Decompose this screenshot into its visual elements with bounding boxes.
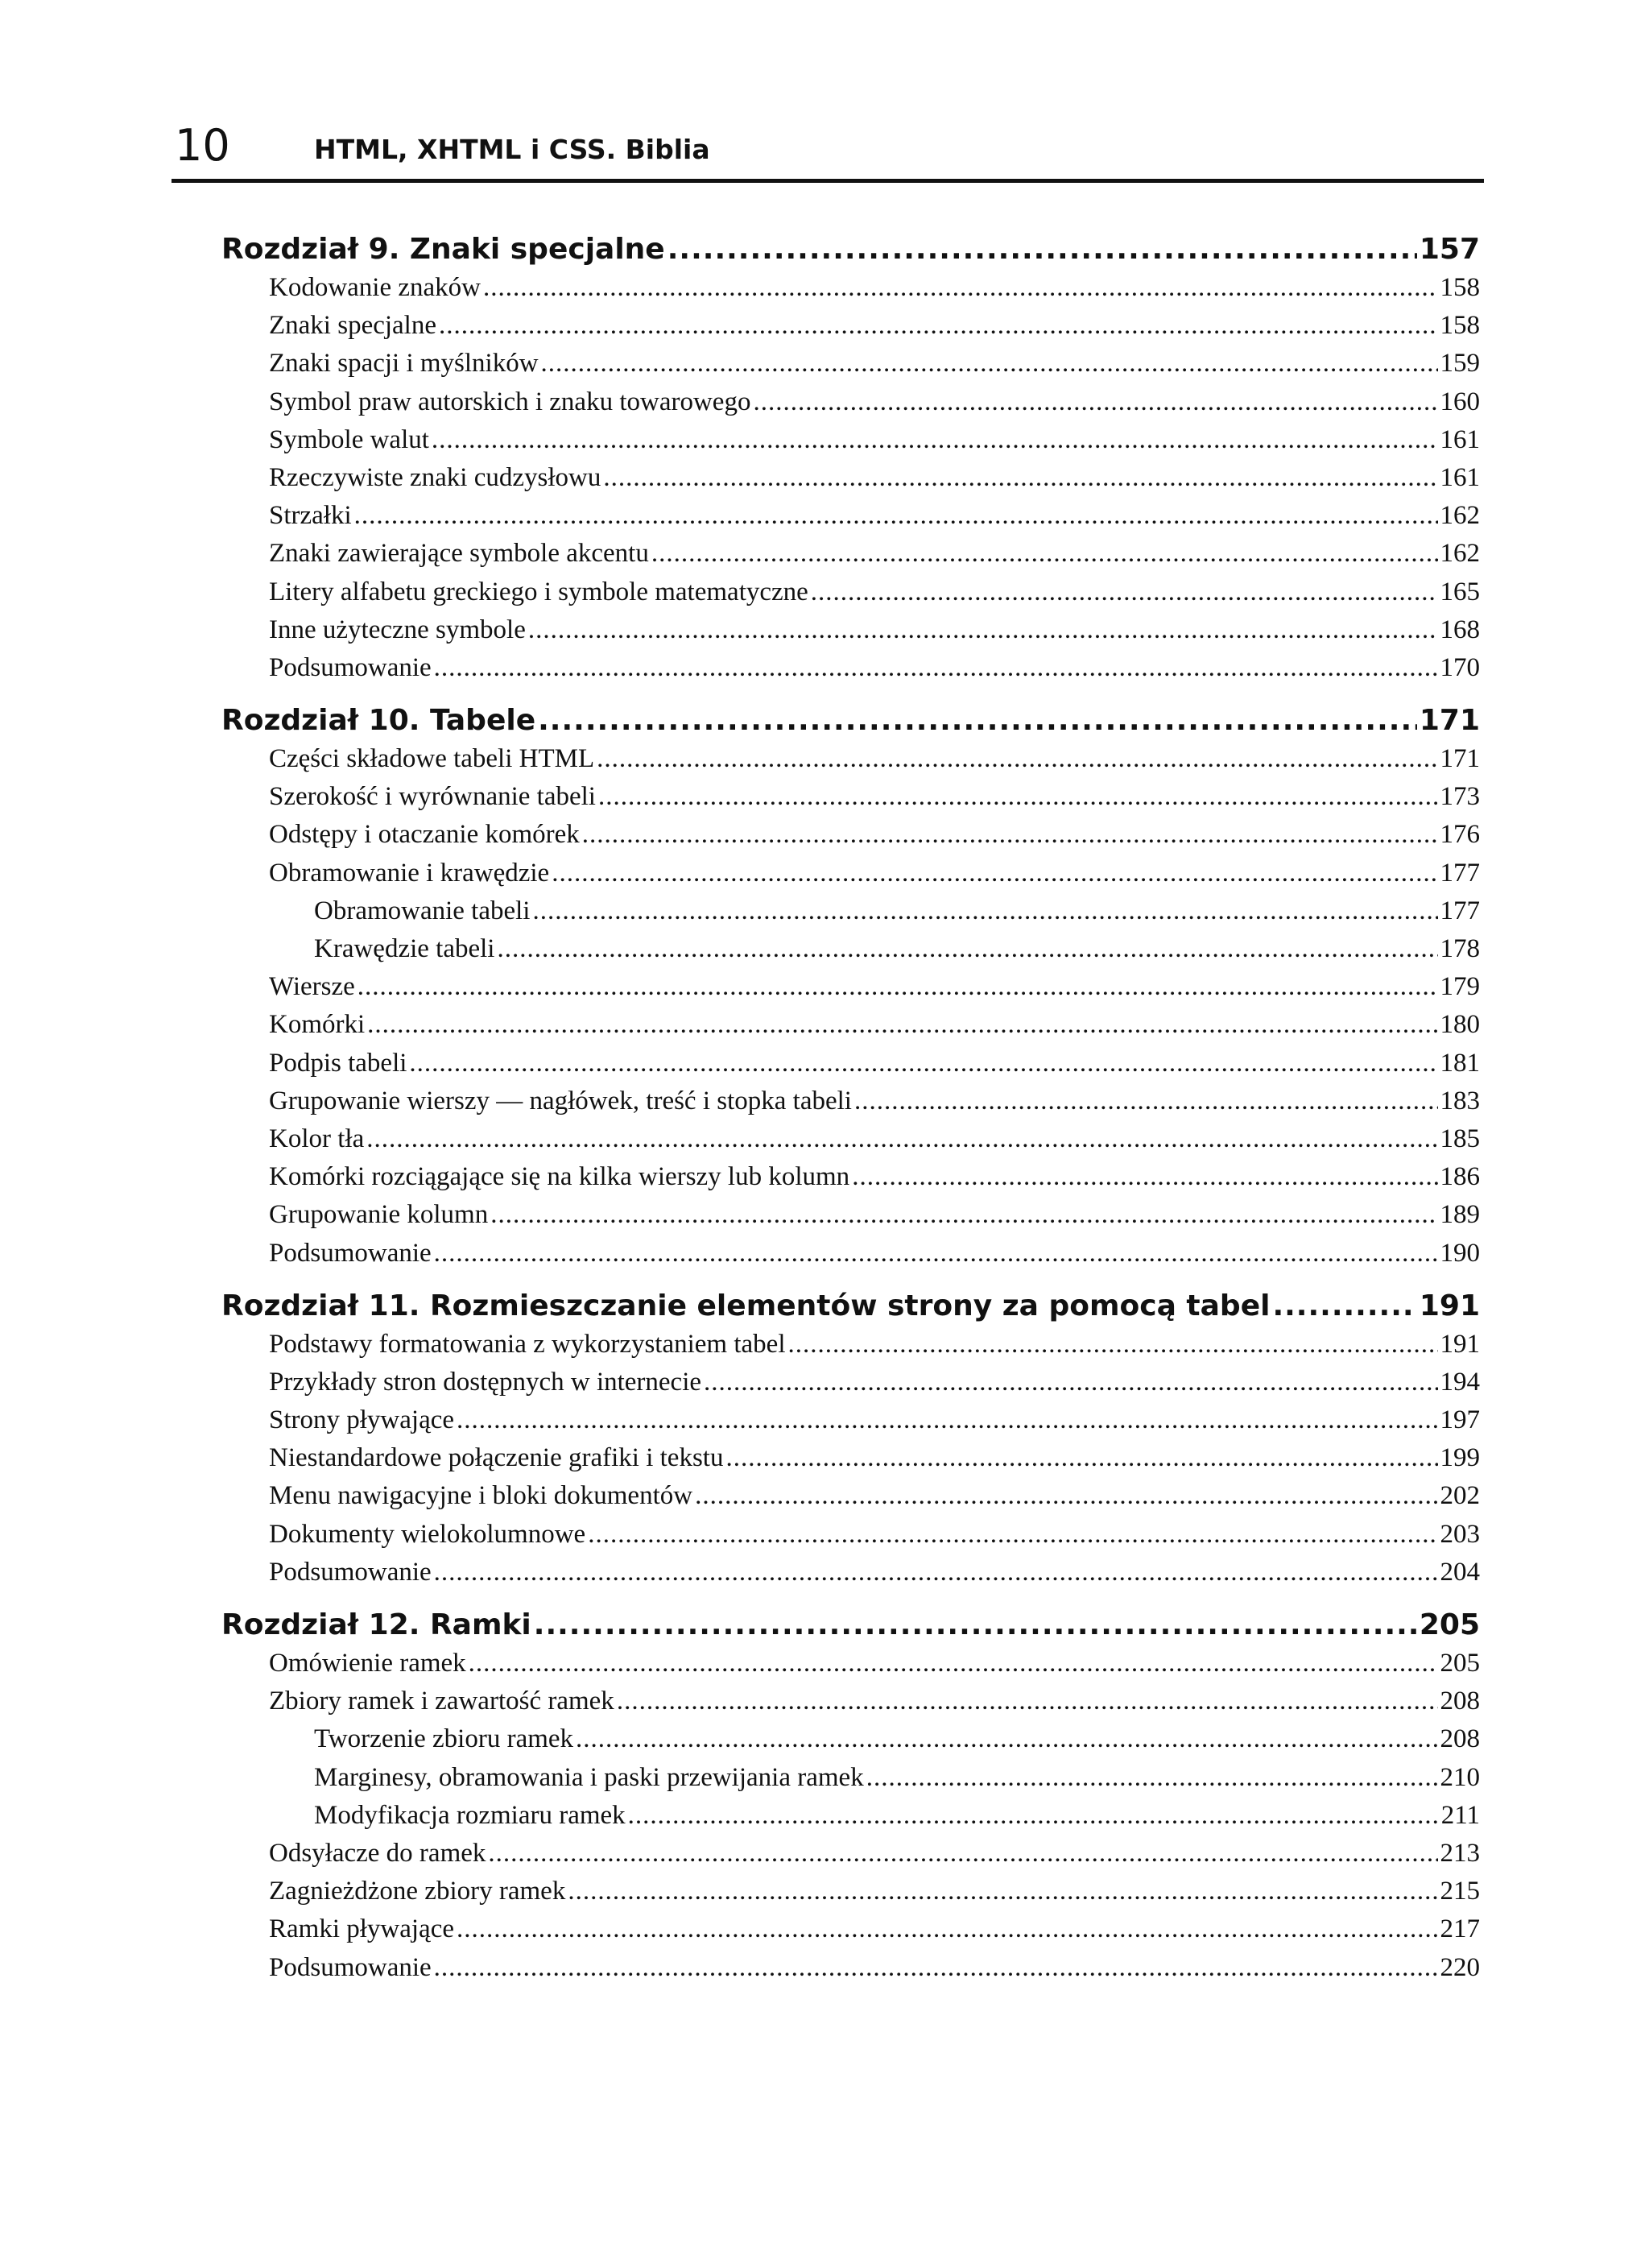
entry-title: Części składowe tabeli HTML <box>269 744 595 774</box>
dot-leader <box>354 497 1438 535</box>
dot-leader <box>367 1006 1437 1044</box>
toc-entry <box>221 421 1480 459</box>
toc-entry <box>221 1477 1480 1515</box>
toc-subentry <box>221 1797 1480 1835</box>
toc-entry <box>221 573 1480 611</box>
dot-leader <box>852 1158 1437 1196</box>
entry-title: Krawędzie tabeli <box>314 934 495 963</box>
dot-leader <box>588 1516 1437 1554</box>
toc-entry <box>221 1516 1480 1554</box>
dot-leader <box>532 892 1437 930</box>
toc-entry <box>221 1682 1480 1720</box>
toc-entry <box>221 611 1480 649</box>
dot-leader <box>753 383 1437 421</box>
entry-title: Grupowanie wierszy — nagłówek, treść i stopka tabeli <box>269 1086 852 1115</box>
dot-leader <box>1272 1287 1416 1326</box>
toc-entry <box>221 1120 1480 1158</box>
chapter-9 <box>221 230 1480 687</box>
dot-leader <box>576 1720 1437 1758</box>
entry-page: 220 <box>1440 1952 1480 1982</box>
chapter-title: Rozdział 10. Tabele <box>221 704 536 738</box>
toc-entry <box>221 968 1480 1006</box>
entry-title: Obramowanie tabeli <box>314 896 531 925</box>
entry-page: 177 <box>1440 858 1480 888</box>
entry-title: Kodowanie znaków <box>269 273 481 302</box>
chapter-heading <box>221 1606 1480 1645</box>
entry-page: 158 <box>1440 311 1480 341</box>
chapter-10 <box>221 702 1480 1273</box>
toc-entry <box>221 1554 1480 1591</box>
entry-title: Symbol praw autorskich i znaku towarowego <box>269 387 751 416</box>
entry-title: Znaki zawierające symbole akcentu <box>269 539 649 569</box>
entry-page: 203 <box>1440 1519 1480 1549</box>
dot-leader <box>552 855 1437 892</box>
toc-entry <box>221 1873 1480 1910</box>
dot-leader <box>617 1682 1438 1720</box>
toc-entry <box>221 1910 1480 1948</box>
entry-title: Dokumenty wielokolumnowe <box>269 1519 586 1549</box>
dot-leader <box>457 1401 1437 1439</box>
entry-page: 161 <box>1440 424 1480 454</box>
entry-title: Szerokość i wyrównanie tabeli <box>269 782 596 812</box>
dot-leader <box>603 459 1437 497</box>
dot-leader <box>534 1606 1417 1645</box>
dot-leader <box>490 1196 1437 1234</box>
toc-entry <box>221 1082 1480 1120</box>
entry-title: Omówienie ramek <box>269 1649 466 1678</box>
dot-leader <box>866 1759 1438 1797</box>
dot-leader <box>488 1835 1437 1873</box>
dot-leader <box>788 1326 1438 1364</box>
chapter-page: 157 <box>1419 233 1480 266</box>
entry-title: Kolor tła <box>269 1124 365 1153</box>
entry-title: Podsumowanie <box>269 1238 432 1268</box>
dot-leader <box>357 968 1438 1006</box>
entry-page: 178 <box>1440 934 1480 963</box>
entry-page: 211 <box>1440 1800 1480 1830</box>
toc-entry <box>221 1045 1480 1082</box>
toc-entry <box>221 459 1480 497</box>
entry-title: Podsumowanie <box>269 1557 432 1587</box>
dot-leader <box>497 930 1437 968</box>
dot-leader <box>409 1045 1437 1082</box>
chapter-title: Rozdział 9. Znaki specjalne <box>221 233 665 266</box>
toc-subentry <box>221 1759 1480 1797</box>
dot-leader <box>528 611 1438 649</box>
toc-entry <box>221 1326 1480 1364</box>
entry-page: 186 <box>1440 1162 1480 1192</box>
dot-leader <box>695 1477 1437 1515</box>
dot-leader <box>432 421 1438 459</box>
dot-leader <box>651 535 1438 573</box>
toc-entry <box>221 816 1480 854</box>
toc-subentry <box>221 1720 1480 1758</box>
chapter-12 <box>221 1606 1480 1987</box>
dot-leader <box>469 1645 1438 1682</box>
chapter-heading <box>221 230 1480 269</box>
entry-page: 210 <box>1440 1762 1480 1792</box>
toc-entry <box>221 1401 1480 1439</box>
dot-leader <box>457 1910 1437 1948</box>
entry-page: 183 <box>1440 1086 1480 1115</box>
entry-page: 204 <box>1440 1557 1480 1587</box>
entry-title: Podsumowanie <box>269 1952 432 1982</box>
entry-title: Rzeczywiste znaki cudzysłowu <box>269 462 601 492</box>
entry-title: Podsumowanie <box>269 652 432 682</box>
toc-entry <box>221 855 1480 892</box>
entry-page: 185 <box>1440 1124 1480 1153</box>
entry-page: 176 <box>1440 820 1480 850</box>
dot-leader <box>541 345 1438 383</box>
dot-leader <box>434 649 1438 687</box>
book-title: HTML, XHTML i CSS. Biblia <box>314 134 710 165</box>
toc-entry <box>221 497 1480 535</box>
dot-leader <box>811 573 1438 611</box>
toc-entry <box>221 535 1480 573</box>
entry-title: Znaki spacji i myślników <box>269 349 539 379</box>
entry-page: 158 <box>1440 273 1480 302</box>
toc-entry <box>221 1006 1480 1044</box>
entry-page: 205 <box>1440 1649 1480 1678</box>
entry-title: Symbole walut <box>269 424 429 454</box>
chapter-page: 205 <box>1419 1608 1480 1641</box>
dot-leader <box>483 269 1437 307</box>
entry-title: Podstawy formatowania z wykorzystaniem tabel <box>269 1329 786 1359</box>
entry-title: Modyfikacja rozmiaru ramek <box>314 1800 626 1830</box>
chapter-page: 171 <box>1419 704 1480 738</box>
chapter-title: Rozdział 11. Rozmieszczanie elementów strony za pomocą tabel <box>221 1289 1271 1322</box>
entry-title: Menu nawigacyjne i bloki dokumentów <box>269 1481 693 1511</box>
page-number: 10 <box>175 120 230 171</box>
dot-leader <box>598 778 1438 816</box>
entry-page: 177 <box>1440 896 1480 925</box>
toc-entry <box>221 778 1480 816</box>
entry-page: 181 <box>1440 1048 1480 1078</box>
toc-entry <box>221 1196 1480 1234</box>
dot-leader <box>439 307 1438 345</box>
dot-leader <box>725 1439 1437 1477</box>
chapter-title: Rozdział 12. Ramki <box>221 1608 531 1641</box>
entry-page: 162 <box>1440 539 1480 569</box>
chapter-heading <box>221 1287 1480 1326</box>
entry-page: 170 <box>1440 652 1480 682</box>
entry-page: 160 <box>1440 387 1480 416</box>
entry-page: 208 <box>1440 1687 1480 1716</box>
toc-entry <box>221 1949 1480 1987</box>
running-header <box>172 121 1484 183</box>
entry-title: Wiersze <box>269 972 355 1002</box>
entry-title: Marginesy, obramowania i paski przewijania ramek <box>314 1762 864 1792</box>
dot-leader <box>628 1797 1439 1835</box>
entry-page: 180 <box>1440 1010 1480 1040</box>
entry-title: Odsyłacze do ramek <box>269 1838 486 1868</box>
dot-leader <box>366 1120 1437 1158</box>
entry-page: 208 <box>1440 1724 1480 1754</box>
dot-leader <box>667 230 1417 269</box>
toc-subentry <box>221 892 1480 930</box>
entry-page: 171 <box>1440 744 1480 774</box>
entry-page: 202 <box>1440 1481 1480 1511</box>
chapter-11 <box>221 1287 1480 1591</box>
entry-title: Przykłady stron dostępnych w internecie <box>269 1367 702 1397</box>
entry-page: 189 <box>1440 1200 1480 1230</box>
entry-page: 162 <box>1440 501 1480 531</box>
entry-title: Grupowanie kolumn <box>269 1200 489 1230</box>
toc-entry <box>221 740 1480 778</box>
entry-page: 197 <box>1440 1405 1480 1435</box>
dot-leader <box>582 816 1438 854</box>
toc-entry <box>221 1645 1480 1682</box>
toc-entry <box>221 269 1480 307</box>
toc-entry <box>221 1835 1480 1873</box>
entry-title: Znaki specjalne <box>269 311 436 341</box>
entry-title: Niestandardowe połączenie grafiki i tekstu <box>269 1443 724 1473</box>
entry-title: Strony pływające <box>269 1405 455 1435</box>
toc-entry <box>221 1439 1480 1477</box>
toc-entry <box>221 307 1480 345</box>
entry-page: 161 <box>1440 462 1480 492</box>
chapter-page: 191 <box>1419 1289 1480 1322</box>
table-of-contents <box>221 230 1480 2001</box>
dot-leader <box>854 1082 1438 1120</box>
entry-title: Ramki pływające <box>269 1914 455 1944</box>
dot-leader <box>434 1235 1438 1273</box>
dot-leader <box>434 1554 1438 1591</box>
entry-title: Komórki rozciągające się na kilka wierszy lub kolumn <box>269 1162 850 1192</box>
toc-subentry <box>221 930 1480 968</box>
entry-page: 168 <box>1440 615 1480 644</box>
entry-title: Litery alfabetu greckiego i symbole matematyczne <box>269 577 808 606</box>
entry-title: Zbiory ramek i zawartość ramek <box>269 1687 614 1716</box>
dot-leader <box>568 1873 1437 1910</box>
entry-title: Strzałki <box>269 501 352 531</box>
toc-entry <box>221 383 1480 421</box>
entry-page: 217 <box>1440 1914 1480 1944</box>
entry-page: 194 <box>1440 1367 1480 1397</box>
entry-page: 215 <box>1440 1877 1480 1906</box>
dot-leader <box>434 1949 1438 1987</box>
entry-page: 190 <box>1440 1238 1480 1268</box>
entry-page: 159 <box>1440 349 1480 379</box>
entry-title: Komórki <box>269 1010 366 1040</box>
dot-leader <box>704 1364 1437 1401</box>
entry-title: Zagnieżdżone zbiory ramek <box>269 1877 566 1906</box>
toc-entry <box>221 1364 1480 1401</box>
toc-entry <box>221 1235 1480 1273</box>
toc-entry <box>221 1158 1480 1196</box>
entry-title: Odstępy i otaczanie komórek <box>269 820 580 850</box>
entry-title: Inne użyteczne symbole <box>269 615 526 644</box>
toc-entry <box>221 649 1480 687</box>
entry-page: 191 <box>1440 1329 1480 1359</box>
dot-leader <box>597 740 1437 778</box>
entry-title: Tworzenie zbioru ramek <box>314 1724 574 1754</box>
entry-page: 165 <box>1440 577 1480 606</box>
entry-title: Obramowanie i krawędzie <box>269 858 550 888</box>
dot-leader <box>538 702 1417 740</box>
entry-page: 179 <box>1440 972 1480 1002</box>
entry-page: 199 <box>1440 1443 1480 1473</box>
entry-page: 213 <box>1440 1838 1480 1868</box>
chapter-heading <box>221 702 1480 740</box>
entry-title: Podpis tabeli <box>269 1048 407 1078</box>
toc-entry <box>221 345 1480 383</box>
entry-page: 173 <box>1440 782 1480 812</box>
